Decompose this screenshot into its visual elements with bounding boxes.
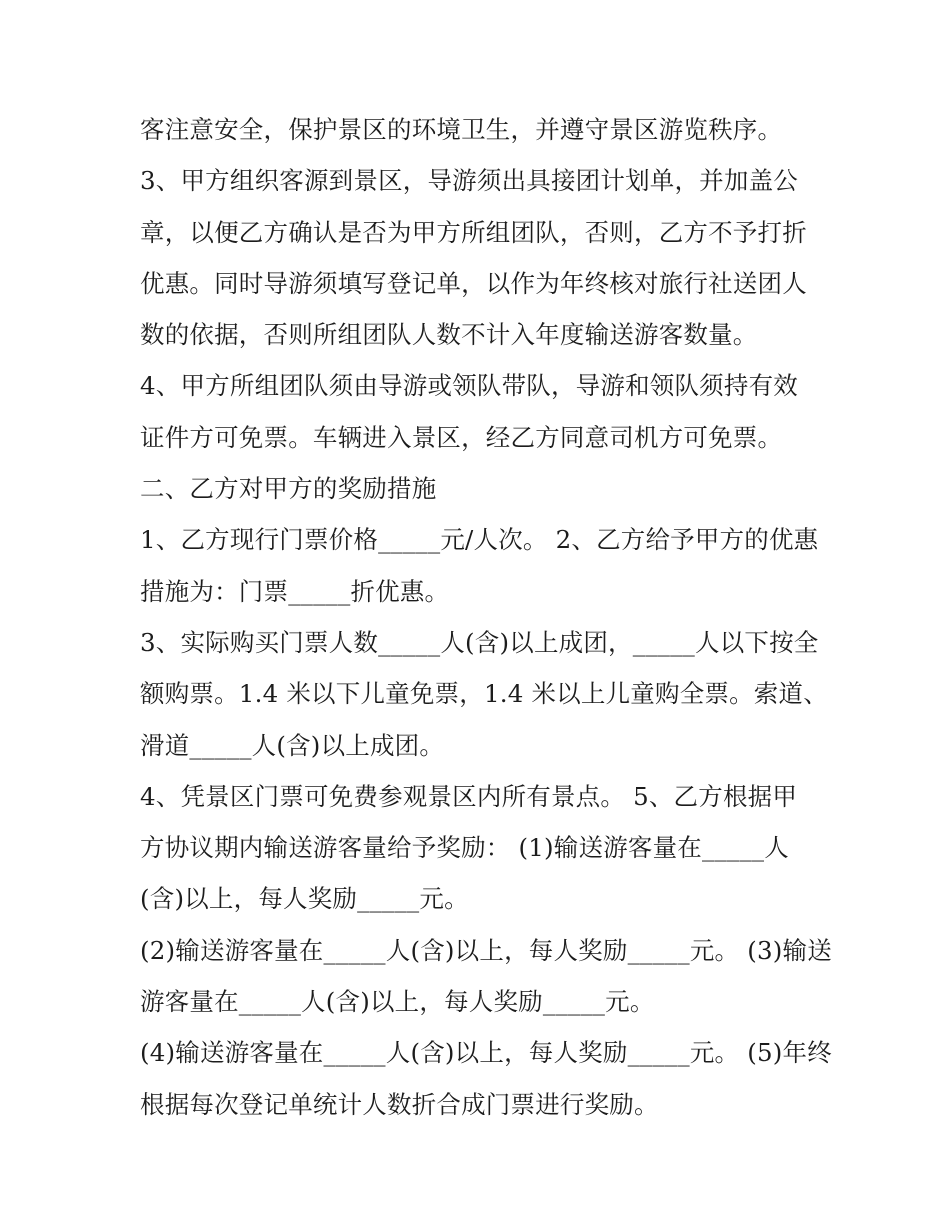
section-heading: 二、乙方对甲方的奖励措施 bbox=[140, 474, 437, 504]
text-line: (2)输送游客量在_____人(含)以上，每人奖励_____元。 (3)输送 bbox=[140, 935, 832, 965]
text-line: 4、凭景区门票可免费参观景区内所有景点。 5、乙方根据甲 bbox=[140, 781, 798, 811]
text-line: 证件方可免票。车辆进入景区，经乙方同意司机方可免票。 bbox=[140, 422, 783, 452]
text-line: 3、甲方组织客源到景区，导游须出具接团计划单，并加盖公 bbox=[140, 166, 798, 196]
text-line: 根据每次登记单统计人数折合成门票进行奖励。 bbox=[140, 1089, 659, 1119]
text-line: 3、实际购买门票人数_____人(含)以上成团，_____人以下按全 bbox=[140, 627, 819, 657]
text-line: 额购票。1.4 米以下儿童免票，1.4 米以上儿童购全票。索道、 bbox=[140, 679, 828, 709]
text-line: (含)以上，每人奖励_____元。 bbox=[140, 884, 469, 914]
text-line: (4)输送游客量在_____人(含)以上，每人奖励_____元。 (5)年终 bbox=[140, 1038, 832, 1068]
text-line: 客注意安全，保护景区的环境卫生，并遵守景区游览秩序。 bbox=[140, 115, 783, 144]
document-body bbox=[140, 104, 830, 1130]
text-line: 章，以便乙方确认是否为甲方所组团队，否则，乙方不予打折 bbox=[140, 217, 807, 247]
text-line: 方协议期内输送游客量给予奖励： (1)输送游客量在_____人 bbox=[140, 833, 789, 863]
text-line: 优惠。同时导游须填写登记单，以作为年终核对旅行社送团人 bbox=[140, 268, 807, 298]
text-line: 4、甲方所组团队须由导游或领队带队，导游和领队须持有效 bbox=[140, 371, 798, 401]
text-line: 措施为：门票_____折优惠。 bbox=[140, 576, 450, 606]
text-line: 数的依据，否则所组团队人数不计入年度输送游客数量。 bbox=[140, 320, 758, 350]
text-line: 滑道_____人(含)以上成团。 bbox=[140, 730, 445, 760]
text-line: 游客量在_____人(含)以上，每人奖励_____元。 bbox=[140, 987, 655, 1017]
text-line: 1、乙方现行门票价格_____元/人次。 2、乙方给予甲方的优惠 bbox=[140, 525, 819, 555]
